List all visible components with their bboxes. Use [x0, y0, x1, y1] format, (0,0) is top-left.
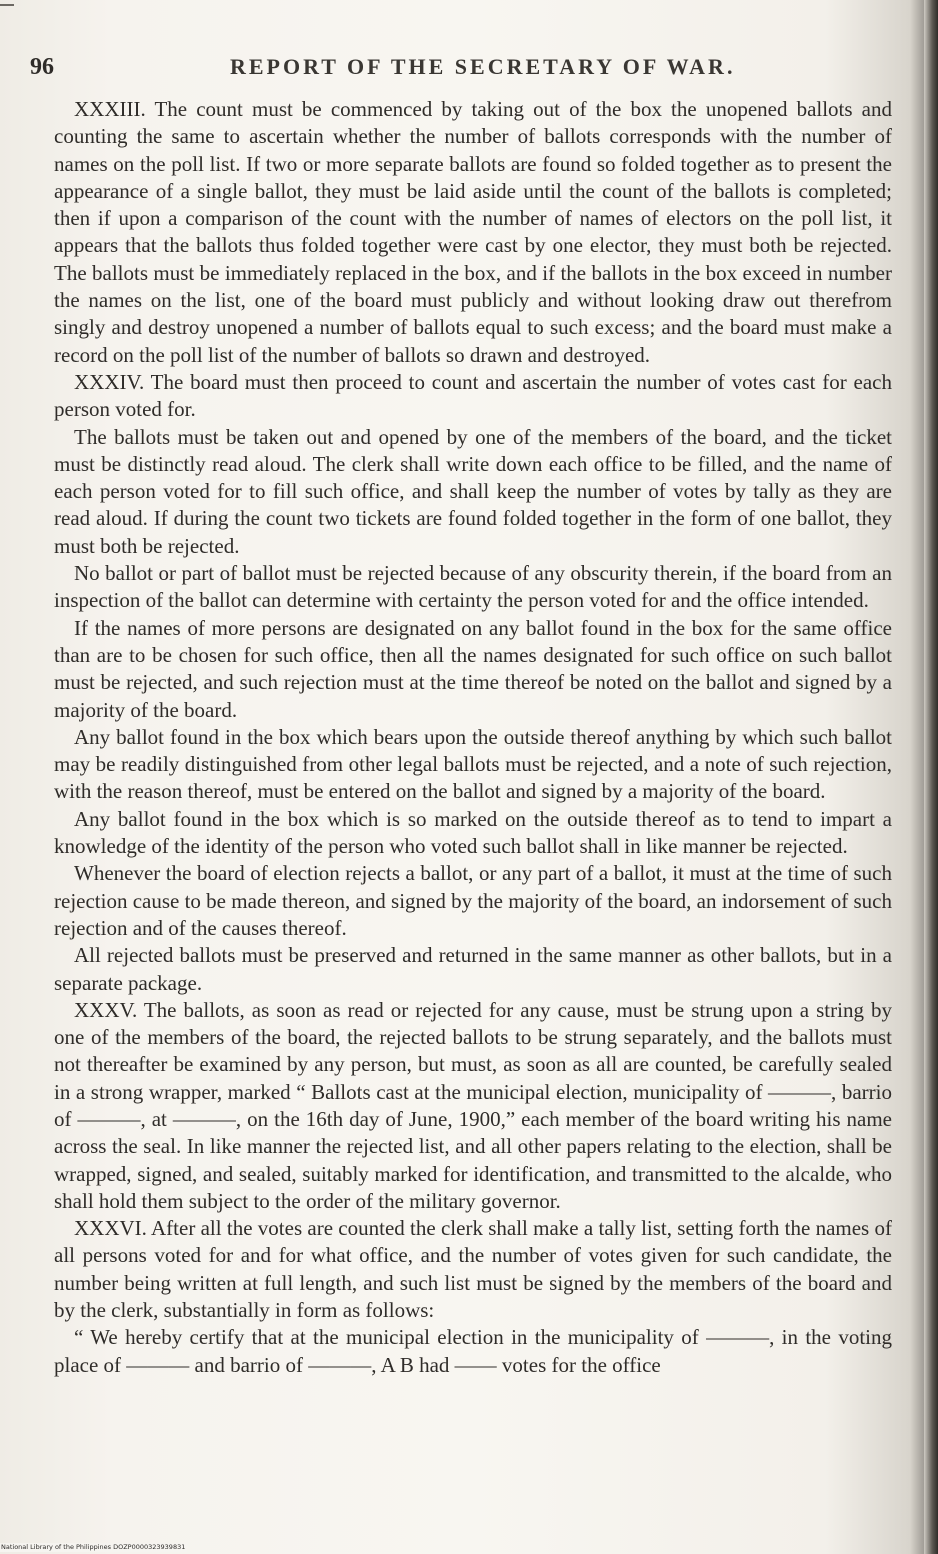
running-head: REPORT OF THE SECRETARY OF WAR. — [230, 54, 736, 79]
paragraph-rejection-indorsement: Whenever the board of election rejects a ballot, or any part of a ballot, it must at the time of such rejection cause to be made thereon, and signed by the majority of the board, an indorsement of such rejection and of the causes thereof. — [54, 861, 892, 940]
paragraph-xxxv: XXXV. The ballots, as soon as read or rejected for any cause, must be strung upon a string by one of the members of the board, the rejected ballots to be strung separately, and the ballots must not thereafter be examined by any person, but must, as soon as all are counted, be carefully sealed in a strong wrapper, marked “ Ballots cast at the municipal election, municipality of ———, barrio of ———, at ———, on the 16th day of June, 1900,” each member of the board writing his name across the seal. In like manner the rejected list, and all other papers relating to the election, shall be wrapped, signed, and sealed, suitably marked for identification, and transmitted to the alcalde, who shall hold them subject to the order of the military governor. — [54, 997, 892, 1213]
page-header — [30, 54, 892, 90]
paragraph-distinguishing-marks: Any ballot found in the box which bears upon the outside thereof anything by which such ballot may be readily distinguished from other legal ballots must be rejected, and a note of such rejection, with the reason thereof, must be entered on the ballot and signed by a majority of the board. — [54, 724, 892, 804]
page-number: 96 — [30, 54, 54, 80]
paragraph-xxxvi: XXXVI. After all the votes are counted the clerk shall make a tally list, setting forth the names of all persons voted for and for what office, and the number of votes given for such candidate, the number being written at full length, and such list must be signed by the members of the board and by the clerk, substantially in form as follows: — [54, 1216, 892, 1323]
paragraph-xxxiii: XXXIII. The count must be commenced by taking out of the box the unopened ballots and counting the same to ascertain whether the number of ballots corresponds with the number of names on the poll list. If two or more separate ballots are found so folded together as to present the appearance of a single ballot, they must be laid aside until the count of the ballots is completed; then if upon a comparison of the count with the number of names of electors on the poll list, it appears that the ballots thus folded together were cast by one elector, they must both be rejected. The ballots must be immediately replaced in the box, and if the ballots in the box exceed in number the names on the list, one of the board must publicly and without looking draw out therefrom singly and destroy unopened a number of ballots equal to such excess; and the board must make a record on the poll list of the number of ballots so drawn and destroyed. — [54, 97, 892, 367]
paragraph-ballot-reading: The ballots must be taken out and opened by one of the members of the board, and the ticket must be distinctly read aloud. The clerk shall write down each office to be filled, and the name of each person voted for to fill such office, and shall keep the number of votes by tally as they are read aloud. If during the count two tickets are found folded together in the form of one ballot, they must both be rejected. — [54, 424, 892, 558]
library-credit: National Library of the Philippines DOZP0000323939831 — [1, 1543, 186, 1551]
paragraph-identity-marks: Any ballot found in the box which is so marked on the outside thereof as to tend to impart a knowledge of the identity of the person who voted such ballot shall in like manner be rejected. — [54, 806, 892, 859]
body-text — [54, 96, 892, 1379]
paragraph-rejected-package: All rejected ballots must be preserved and returned in the same manner as other ballots, but in a separate package. — [54, 943, 892, 995]
paragraph-excess-names: If the names of more persons are designated on any ballot found in the box for the same office than are to be chosen for such office, then all the names designated for such office on such ballot must be rejected, and such rejection must at the time thereof be noted on the ballot and signed by a majority of the board. — [54, 615, 892, 722]
paragraph-xxxiv: XXXIV. The board must then proceed to count and ascertain the number of votes cast for each person voted for. — [54, 369, 892, 422]
scan-edge-mark — [0, 4, 14, 6]
paragraph-certificate-form: “ We hereby certify that at the municipal election in the municipality of ———, in the voting place of ——— and barrio of ———, A B had —— votes for the office — [54, 1325, 892, 1377]
paragraph-obscurity: No ballot or part of ballot must be rejected because of any obscurity therein, if the board from an inspection of the ballot can determine with certainty the person voted for and the office intended. — [54, 561, 892, 613]
page-binding-shadow — [924, 0, 938, 1554]
